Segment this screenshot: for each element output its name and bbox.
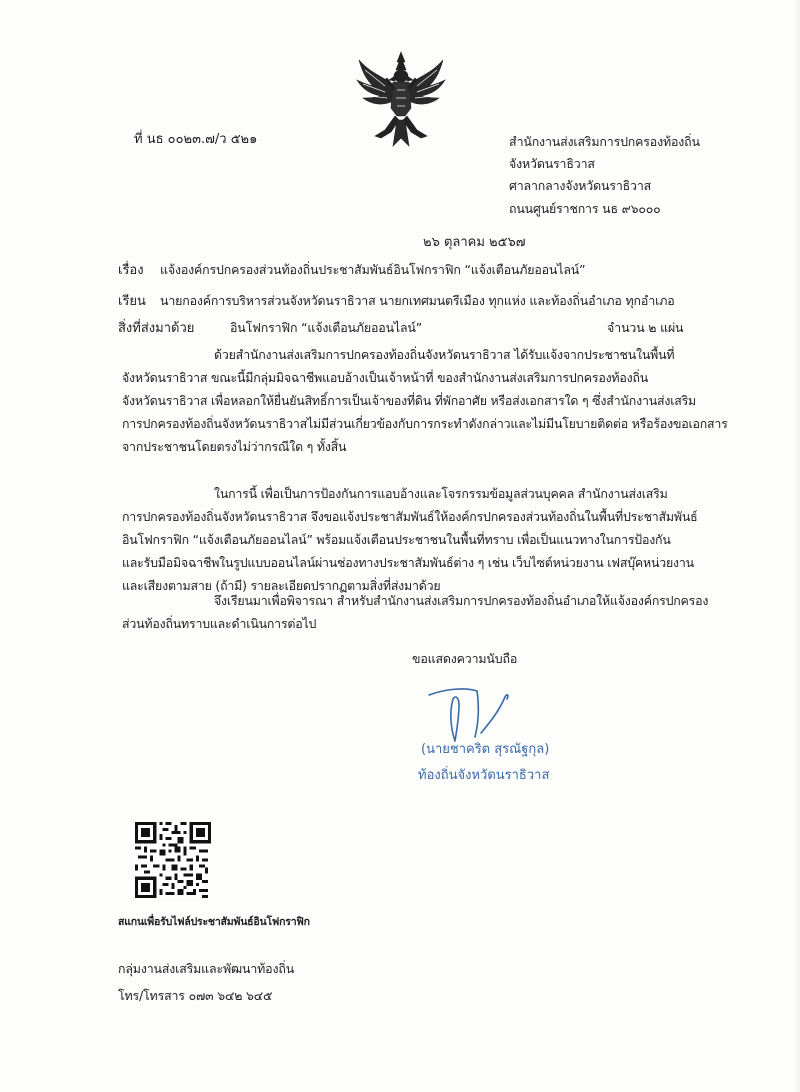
- qr-caption: สแกนเพื่อรับไฟล์ประชาสัมพันธ์อินโฟกราฟิก: [118, 916, 310, 928]
- recipient-text: นายกองค์การบริหารส่วนจังหวัดนราธิวาส นายกเทศมนตรีเมือง ทุกแห่ง และท้องถิ่นอำเภอ ทุกอำเภอ: [160, 293, 675, 308]
- enclosure-label: สิ่งที่ส่งมาด้วย: [118, 321, 195, 336]
- document-number: ที่ นธ ๐๐๒๓.๗/ว ๕๒๑: [134, 132, 258, 147]
- paragraph-2-line: ในการนี้ เพื่อเป็นการป้องกันการแอบอ้างและโจรกรรมข้อมูลส่วนบุคคล สำนักงานส่งเสริม: [214, 486, 668, 501]
- letter-date: ๒๖ ตุลาคม ๒๕๖๗: [423, 235, 526, 250]
- paragraph-1-line: ด้วยสำนักงานส่งเสริมการปกครองท้องถิ่นจังหวัดนราธิวาส ได้รับแจ้งจากประชาชนในพื้นที่: [214, 347, 675, 362]
- enclosure-text: อินโฟกราฟิก “แจ้งเตือนภัยออนไลน์”: [230, 320, 423, 335]
- paragraph-1-line: จังหวัดนราธิวาส ขณะนี้มีกลุ่มมิจฉาชีพแอบอ้างเป็นเจ้าหน้าที่ ของสำนักงานส่งเสริมการปกครองท้องถิ่น: [122, 370, 649, 385]
- paragraph-2-line: และรับมือมิจฉาชีพในรูปแบบออนไลน์ผ่านช่องทางประชาสัมพันธ์ต่าง ๆ เช่น เว็บไซต์หน่วยงาน เฟสบุ๊คหน่วยงาน: [122, 555, 694, 570]
- paragraph-3-line: จึงเรียนมาเพื่อพิจารณา สำหรับสำนักงานส่งเสริมการปกครองท้องถิ่นอำเภอให้แจ้งองค์กรปกครอง: [214, 593, 709, 608]
- paragraph-1-line: จากประชาชนโดยตรงไม่ว่ากรณีใด ๆ ทั้งสิ้น: [122, 439, 347, 454]
- paragraph-1-line: การปกครองท้องถิ่นจังหวัดนราธิวาสไม่มีส่วนเกี่ยวข้องกับการกระทำดังกล่าวและไม่มีนโยบายติดต่อ หรือร้องขอเอกสาร: [122, 416, 728, 431]
- garuda-emblem-icon: [355, 50, 447, 150]
- paragraph-3-line: ส่วนท้องถิ่นทราบและดำเนินการต่อไป: [122, 616, 317, 631]
- paragraph-2-line: และเสียงตามสาย (ถ้ามี) รายละเอียดปรากฏตามสิ่งที่ส่งมาด้วย: [122, 578, 441, 593]
- qr-code-icon: [135, 822, 211, 898]
- body-paragraph-2: [122, 482, 698, 597]
- signature-mark-icon: [425, 685, 535, 743]
- signer-name: (นายชาคริต สุรณัฐกุล): [421, 742, 550, 757]
- page-edge-shadow: [794, 0, 800, 1092]
- subject-text: แจ้งองค์กรปกครองส่วนท้องถิ่นประชาสัมพันธ์อินโฟกราฟิก “แจ้งเตือนภัยออนไลน์”: [160, 262, 586, 277]
- paragraph-1-line: จังหวัดนราธิวาส เพื่อหลอกให้ยื่นยันสิทธิ์การเป็นเจ้าของที่ดิน ที่พักอาศัย หรือส่งเอกสารใด ๆ ซึ่งสำนักงานส่งเสริม: [122, 393, 697, 408]
- office-line-2: จังหวัดนราธิวาส: [509, 156, 595, 171]
- body-paragraph-3: [122, 589, 709, 635]
- signer-title: ท้องถิ่นจังหวัดนราธิวาส: [418, 768, 550, 783]
- paragraph-2-line: การปกครองท้องถิ่นจังหวัดนราธิวาส จึงขอแจ้งประชาสัมพันธ์ให้องค์กรปกครองส่วนท้องถิ่นในพื้นที่ประชาสัมพันธ์: [122, 509, 698, 524]
- paragraph-2-line: อินโฟกราฟิก “แจ้งเตือนภัยออนไลน์” พร้อมแจ้งเตือนประชาชนในพื้นที่ทราบ เพื่อเป็นแนวทางในการป้องกัน: [122, 532, 671, 547]
- office-line-1: สำนักงานส่งเสริมการปกครองท้องถิ่น: [509, 134, 700, 149]
- enclosure-count: จำนวน ๒ แผ่น: [607, 320, 684, 335]
- closing-salutation: ขอแสดงความนับถือ: [412, 651, 518, 666]
- office-line-3: ศาลากลางจังหวัดนราธิวาส: [509, 178, 652, 193]
- office-line-4: ถนนศูนย์ราชการ นธ ๙๖๐๐๐: [509, 201, 661, 216]
- recipient-label: เรียน: [118, 294, 146, 309]
- footer-phone: โทร/โทรสาร ๐๗๓ ๖๔๒ ๖๔๕: [118, 988, 273, 1003]
- subject-label: เรื่อง: [118, 263, 144, 278]
- footer-department: กลุ่มงานส่งเสริมและพัฒนาท้องถิ่น: [118, 961, 295, 976]
- body-paragraph-1: [122, 343, 728, 458]
